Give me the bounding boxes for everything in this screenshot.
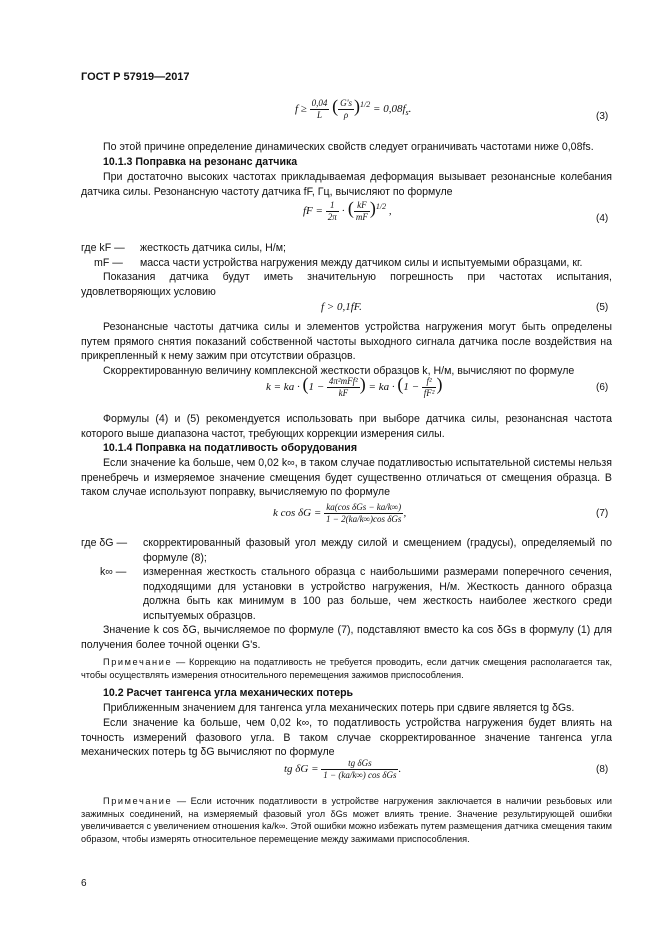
- formula-5: f > 0,1fF.: [321, 301, 362, 313]
- paragraph-2: При достаточно высоких частотах прикладываемая деформация вызывает резонансные колебания датчика силы. Резонансную частоту датчика fF, Гц, вычисляют по формуле: [81, 171, 612, 198]
- formula-3-inner-num: G's: [340, 98, 353, 108]
- note-2: [81, 795, 612, 845]
- paragraph-1: По этой причине определение динамических свойств следует ограничивать частотами ниже 0,08fs.: [103, 141, 594, 153]
- paragraph-4: Резонансные частоты датчика силы и элементов устройства нагружения могут быть определены путем прямого снятия показаний собственной частоты выходного сигнала датчика после воздействия на прикрепленный к нему зажим при отсутствии образцов.: [81, 321, 612, 363]
- formula-3-lhs: f ≥: [295, 103, 307, 116]
- definition-kF-text: жесткость датчика силы, Н/м;: [140, 242, 286, 254]
- note-1: [81, 656, 612, 681]
- paragraph-5: Скорректированную величину комплексной жесткости образцов k, Н/м, вычисляют по формуле: [103, 365, 575, 377]
- paragraph-6: Формулы (4) и (5) рекомендуется использовать при выборе датчика силы, резонансная частота которого выше диапазона частот, требующих коррекции измерения силы.: [81, 413, 612, 440]
- formula-3-den: L: [316, 110, 322, 120]
- formula-4: fF = $\frac{1}{2\pi}$ · ( $\frac{kF}{mF}$ )$^{1/2}$ ,: [303, 198, 392, 222]
- formula-4-lhs: fF =: [303, 205, 323, 218]
- formula-4-number: (4): [596, 213, 609, 224]
- definition-dG-text: скорректированный фазовый угол между силой и смещением (градусы), определяемый по формуле (8);: [143, 537, 612, 564]
- document-header: ГОСТ Р 57919—2017: [81, 71, 190, 83]
- formula-7: k cos δG = $\frac{\text{ka(cos δGs − ka/k∞)}}{\text{1 − 2(ka/k∞)cos δGs}}$ ,: [273, 502, 407, 524]
- definition-kF-term: где kF —: [81, 242, 125, 254]
- note-1-text: — Коррекцию на податливость не требуется проводить, если датчик смещения располагается так, чтобы осуществлять измерения относительного перемещения зажимов приспособления.: [81, 657, 612, 680]
- heading-10-1-3: 10.1.3 Поправка на резонанс датчика: [103, 156, 298, 168]
- note-2-text: — Если источник податливости в устройстве нагружения заключается в наличии резьбовых или зажимных соединений, на измеряемый фазовый угол δGs может влиять трение. Значение результирующей ошибки увеличивается с увеличением отношения ka/k∞. Этой ошибки можно избежать путем размещения датчика смещения таким образом, чтобы измерять относительное перемещение между зажимами приспособления.: [81, 796, 612, 844]
- formula-3-rhs: = 0,08f: [373, 103, 406, 116]
- formula-3-inner-den: ρ: [343, 110, 349, 120]
- page-number: 6: [81, 878, 87, 889]
- definition-kinf-text: измеренная жесткость стального образца с наибольшими размерами поперечного сечения, подходящими для установки в устройство нагружения, Н/м. Жесткость данного образца должна быть как минимум в 100 раз больше, чем жесткость наиболее жесткого среди испытуемых образцов.: [143, 566, 612, 622]
- definition-mF-term: mF —: [94, 257, 123, 269]
- formula-5-number: (5): [596, 302, 609, 313]
- formula-7-number: (7): [596, 508, 609, 519]
- paragraph-7: Если значение ka больше, чем 0,02 k∞, в таком случае податливостью испытательной системы нельзя пренебречь и измеряемое значение смещения будет существенно отличаться от смещения образца. В таком случае используют поправку, вычисляемую по формуле: [81, 457, 612, 499]
- definition-dG-term: где δG —: [81, 537, 128, 549]
- paragraph-10: Если значение ka больше, чем 0,02 k∞, то податливость устройства нагружения будет влиять на точность измерений фазового угла. В таком случае скорректированное значение тангенса угла механических потерь tg δG вычисляют по формуле: [81, 717, 612, 759]
- heading-10-2: 10.2 Расчет тангенса угла механических потерь: [103, 687, 354, 699]
- formula-8-number: (8): [596, 764, 609, 775]
- paragraph-8: Значение k cos δG, вычисляемое по формуле (7), подставляют вместо ka cos δGs в формулу (1) для получения более точной оценки G's.: [81, 624, 612, 651]
- formula-3-number: (3): [596, 111, 609, 122]
- definition-kinf-term: k∞ —: [100, 566, 127, 578]
- formula-3: f ≥ $\frac{0,04}{L}$ ( $\frac{G's}{\rho}$ )$^{1/2} = 0,08f_s$.: [295, 96, 412, 120]
- paragraph-9: Приближенным значением для тангенса угла механических потерь при сдвиге является tg δGs.: [103, 702, 575, 714]
- formula-3-num: 0,04: [311, 98, 328, 108]
- formula-6: k = ka · (1 − $\frac{\text{4π²mFf²}}{kF}$ ) = ka · (1 − $\frac{\text{f²}}{\text{fF²}}$ ): [266, 374, 443, 398]
- formula-6-number: (6): [596, 382, 609, 393]
- formula-8: tg δG = $\frac{\text{tg δGs}}{\text{1 − (ka/k∞) cos δGs}}$ .: [284, 758, 402, 780]
- note-1-label: Примечание: [103, 657, 173, 667]
- note-2-label: Примечание: [103, 796, 173, 806]
- formula-3-pow: 1/2: [360, 100, 371, 110]
- heading-10-1-4: 10.1.4 Поправка на податливость оборудования: [103, 442, 358, 454]
- definition-mF-text: масса части устройства нагружения между датчиком силы и испытуемыми образцами, кг.: [140, 257, 583, 269]
- paragraph-3: Показания датчика будут иметь значительную погрешность при частотах испытания, удовлетворяющих условию: [81, 271, 612, 298]
